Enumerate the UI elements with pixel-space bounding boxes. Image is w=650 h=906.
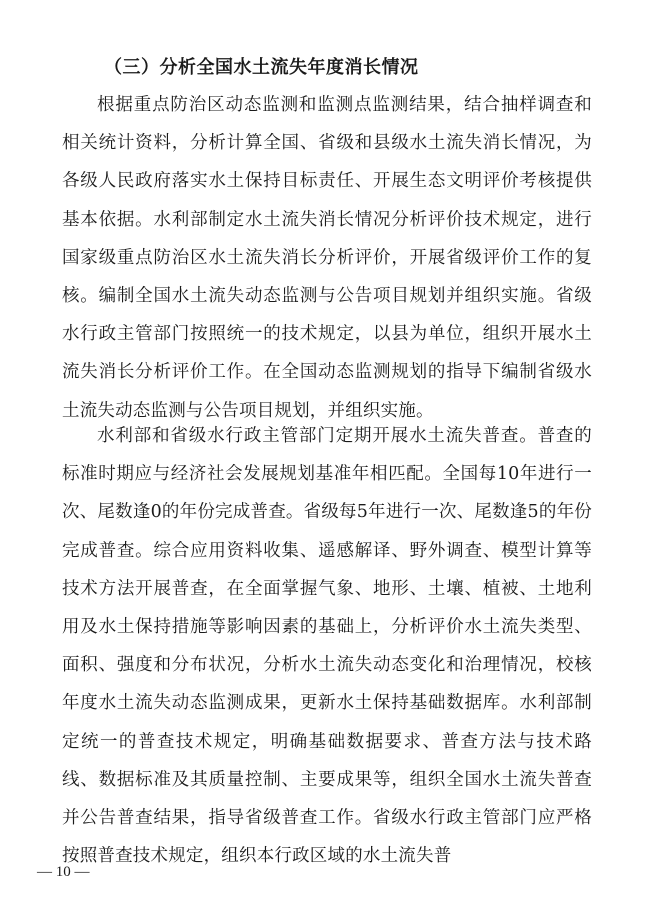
section-heading: （三）分析全国水土流失年度消长情况 [104, 57, 419, 78]
paragraph-dynamic-monitoring-analysis: 根据重点防治区动态监测和监测点监测结果，结合抽样调查和相关统计资料，分析计算全国、省级和县级水土流失消长情况，为各级人民政府落实水土保持目标责任、开展生态文明评价考核提供基本依据。水利部制定水土流失消长情况分析评价技术规定，进行国家级重点防治区水土流失消长分析评价，开展省级评价工作的复核。编制全国水土流失动态监测与公告项目规划并组织实施。省级水行政主管部门按照统一的技术规定，以县为单位，组织开展水土流失消长分析评价工作。在全国动态监测规划的指导下编制省级水土流失动态监测与公告项目规划，并组织实施。 [62, 95, 592, 421]
page-number: — 10 — [37, 864, 90, 880]
paragraph-soil-erosion-census: 水利部和省级水行政主管部门定期开展水土流失普查。普查的标准时期应与经济社会发展规划基准年相匹配。全国每10年进行一次、尾数逢0的年份完成普查。省级每5年进行一次、尾数逢5的年份完成普查。综合应用资料收集、遥感解译、野外调查、模型计算等技术方法开展普查，在全面掌握气象、地形、土壤、植被、土地利用及水土保持措施等影响因素的基础上，分析评价水土流失类型、面积、强度和分布状况，分析水土流失动态变化和治理情况，校核年度水土流失动态监测成果，更新水土保持基础数据库。水利部制定统一的普查技术规定，明确基础数据要求、普查方法与技术路线、数据标准及其质量控制、主要成果等，组织全国水土流失普查并公告普查结果，指导省级普查工作。省级水行政主管部门应严格按照普查技术规定，组织本行政区域的水土流失普 [62, 426, 592, 867]
